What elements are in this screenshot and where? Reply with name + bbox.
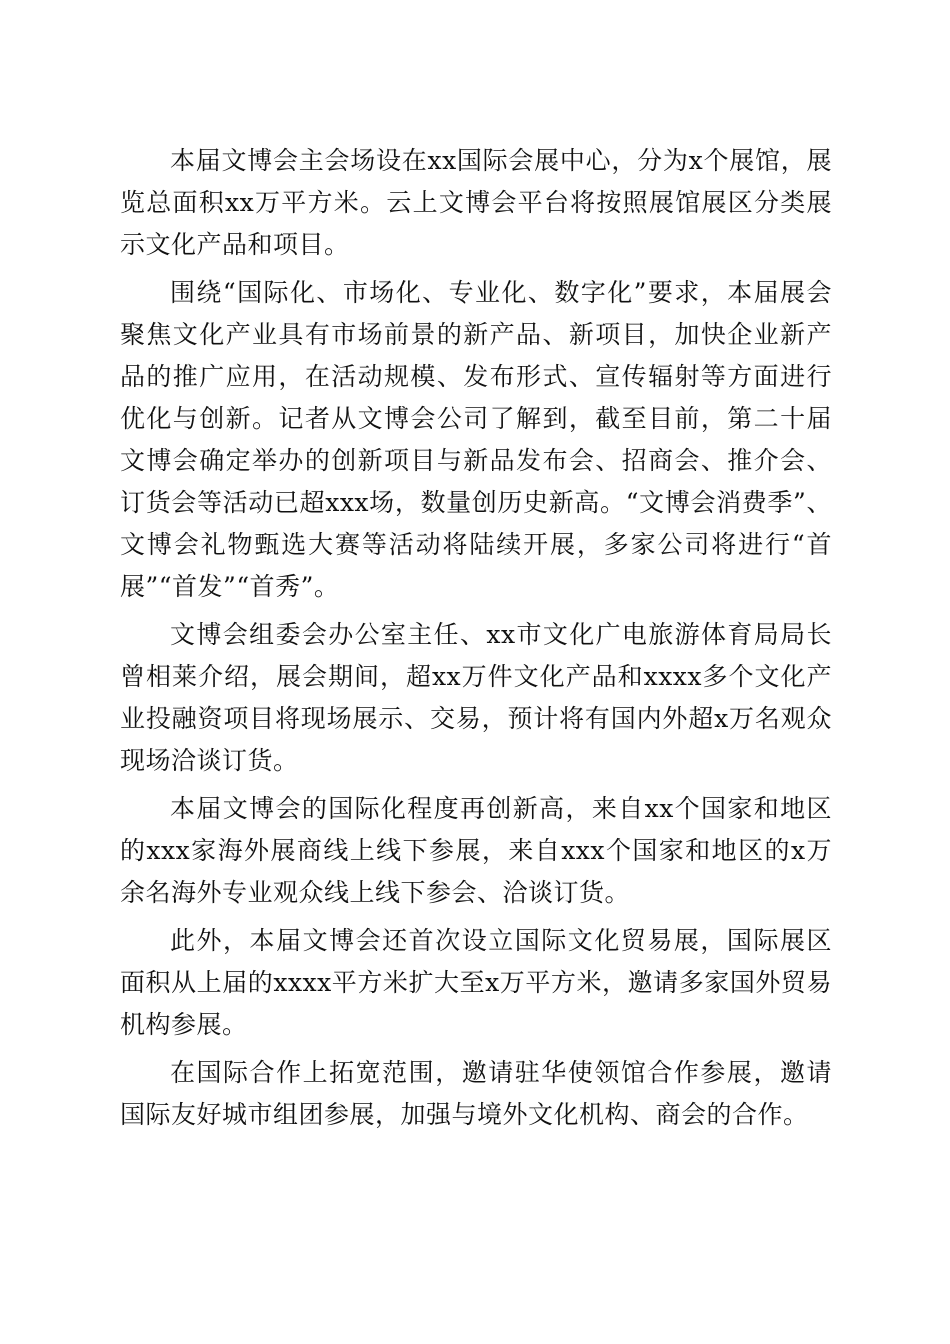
document-body [120,140,832,1142]
paragraph-director-introduction: 文博会组委会办公室主任、xx市文化广电旅游体育局局长曾相莱介绍，展会期间，超xx万件文化产品和xxxx多个文化产业投融资项目将现场展示、交易，预计将有国内外超x万名观众现场洽谈订货。 [120,620,832,775]
paragraph-expo-focus: 围绕“国际化、市场化、专业化、数字化”要求，本届展会聚焦文化产业具有市场前景的新产品、新项目，加快企业新产品的推广应用，在活动规模、发布形式、宣传辐射等方面进行优化与创新。记者从文博会公司了解到，截至目前，第二十届文博会确定举办的创新项目与新品发布会、招商会、推介会、订货会等活动已超xxx场，数量创历史新高。“文博会消费季”、文博会礼物甄选大赛等活动将陆续开展，多家公司将进行“首展”“首发”“首秀”。 [120,278,832,601]
paragraph-international-cooperation: 在国际合作上拓宽范围，邀请驻华使领馆合作参展，邀请国际友好城市组团参展，加强与境外文化机构、商会的合作。 [120,1058,832,1129]
paragraph-internationalization: 本届文博会的国际化程度再创新高，来自xx个国家和地区的xxx家海外展商线上线下参展，来自xxx个国家和地区的x万余名海外专业观众线上线下参会、洽谈订货。 [120,794,832,907]
paragraph-trade-exhibition: 此外，本届文博会还首次设立国际文化贸易展，国际展区面积从上届的xxxx平方米扩大至x万平方米，邀请多家国外贸易机构参展。 [120,926,832,1039]
paragraph-main-venue: 本届文博会主会场设在xx国际会展中心，分为x个展馆，展览总面积xx万平方米。云上文博会平台将按照展馆展区分类展示文化产品和项目。 [120,146,832,259]
